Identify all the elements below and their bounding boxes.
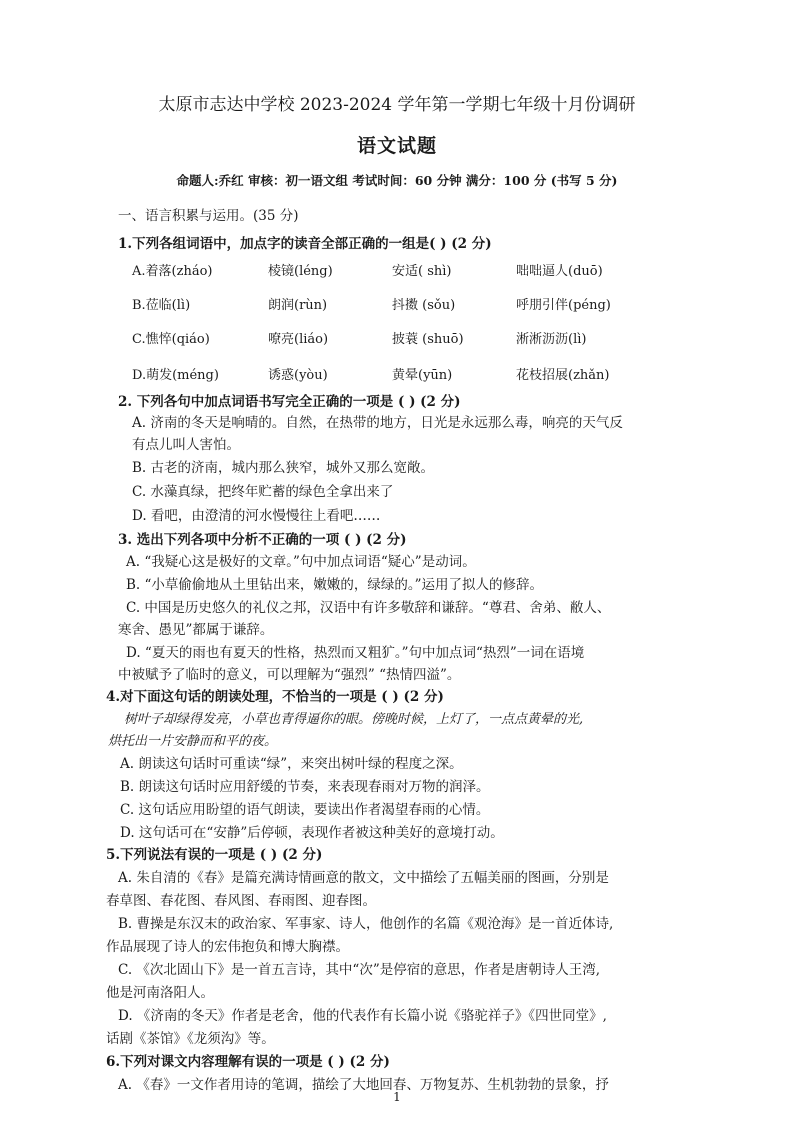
q2-option-c: C. 水藻真绿，把终年贮蓄的绿色全拿出来了 (132, 484, 394, 500)
q1-option: 咄咄逼人(duō) (516, 264, 603, 279)
q2-option-a-cont: 有点儿叫人害怕。 (132, 437, 240, 453)
q4-option-d: D. 这句话可在“安静”后停顿，表现作者被这种美好的意境打动。 (120, 825, 504, 841)
question-5-stem: 5.下列说法有误的一项是 ( ) (2 分) (106, 847, 323, 863)
page-number: 1 (393, 1090, 401, 1104)
section-heading: 一、语言积累与运用。(35 分) (118, 208, 299, 224)
q1-option: 呼朋引伴(péng) (516, 298, 611, 313)
q1-option: 花枝招展(zhǎn) (516, 368, 610, 383)
q5-option-a-cont: 春草图、春花图、春风图、春雨图、迎春图。 (106, 893, 376, 909)
q3-option-c-cont: 寒舍、愚见”都属于谦辞。 (118, 622, 274, 638)
q3-option-d-cont: 中被赋予了临时的意义，可以理解为“强烈” “热情四溢”。 (118, 667, 461, 683)
question-2-stem: 2. 下列各句中加点词语书写完全正确的一项是 ( ) (2 分) (118, 394, 461, 410)
q1-option: 披蓑 (shuō) (392, 332, 464, 347)
q1-option: 安适( shì) (392, 264, 452, 279)
question-6-stem: 6.下列对课文内容理解有误的一项是 ( ) (2 分) (106, 1054, 390, 1070)
q6-option-a: A. 《春》一文作者用诗的笔调，描绘了大地回春、万物复苏、生机勃勃的景象，抒 (118, 1077, 609, 1093)
q5-option-a: A. 朱自清的《春》是篇充满诗情画意的散文，文中描绘了五幅美丽的图画，分别是 (118, 870, 609, 886)
q1-option: A.着落(zháo) (132, 264, 213, 279)
q1-option: 淅淅沥沥(lì) (516, 332, 587, 347)
q5-option-d-cont: 话剧《茶馆》《龙须沟》等。 (106, 1031, 275, 1047)
q4-quote-cont: 烘托出一片安静而和平的夜。 (108, 734, 278, 749)
q1-option: B.莅临(lì) (132, 298, 191, 313)
q2-option-b: B. 古老的济南，城内那么狭窄，城外又那么宽敞。 (132, 460, 435, 476)
q5-option-d: D. 《济南的冬天》作者是老舍，他的代表作有长篇小说《骆驼祥子》《四世同堂》, (118, 1008, 607, 1024)
q1-option: 朗润(rùn) (268, 298, 328, 313)
q1-option: 诱惑(yòu) (268, 368, 328, 383)
q5-option-c: C. 《次北固山下》是一首五言诗，其中“次”是停宿的意思，作者是唐朝诗人王湾, (118, 962, 601, 978)
question-3-stem: 3. 选出下列各项中分析不正确的一项 ( ) (2 分) (118, 532, 407, 548)
q3-option-b: B. “小草偷偷地从土里钻出来，嫩嫩的，绿绿的。”运用了拟人的修辞。 (126, 577, 544, 593)
q1-option: 抖擞 (sǒu) (392, 298, 456, 313)
q1-option: 嘹亮(liáo) (268, 332, 329, 347)
q4-option-c: C. 这句话应用盼望的语气朗读，要读出作者渴望春雨的心情。 (120, 802, 490, 818)
question-4-stem: 4.对下面这句话的朗读处理，不恰当的一项是 ( ) (2 分) (106, 689, 444, 705)
q2-option-a: A. 济南的冬天是响晴的。自然，在热带的地方，日光是永远那么毒，响亮的天气反 (132, 415, 623, 431)
exam-subtitle: 语文试题 (356, 135, 437, 157)
q3-option-a: A. “我疑心这是极好的文章。”句中加点词语“疑心”是动词。 (126, 554, 476, 570)
q3-option-d: D. “夏天的雨也有夏天的性格，热烈而又粗犷。”句中加点词“热烈”一词在语境 (126, 645, 585, 661)
q3-option-c: C. 中国是历史悠久的礼仪之邦，汉语中有许多敬辞和谦辞。“尊君、舍弟、敝人、 (126, 600, 611, 616)
q5-option-b: B. 曹操是东汉末的政治家、军事家、诗人，他创作的名篇《观沧海》是一首近体诗, (118, 916, 614, 932)
q5-option-b-cont: 作品展现了诗人的宏伟抱负和博大胸襟。 (106, 939, 349, 955)
q4-quote: 树叶子却绿得发亮，小草也青得逼你的眼。傍晚时候，上灯了，一点点黄晕的光, (124, 712, 584, 727)
q5-option-c-cont: 他是河南洛阳人。 (106, 985, 214, 1001)
question-1-stem: 1.下列各组词语中，加点字的读音全部正确的一组是( ) (2 分) (118, 236, 492, 252)
q1-option: D.萌发(méng) (132, 368, 219, 383)
exam-title: 太原市志达中学校 2023-2024 学年第一学期七年级十月份调研 (158, 95, 636, 115)
q4-option-b: B. 朗读这句话时应用舒缓的节奏，来表现春雨对万物的润泽。 (120, 779, 490, 795)
exam-info: 命题人:乔红 审核：初一语文组 考试时间：60 分钟 满分：100 分 (书写 5 分) (176, 173, 618, 188)
q2-option-d: D. 看吧，由澄清的河水慢慢往上看吧…… (132, 508, 381, 524)
q1-option: C.憔悴(qiáo) (132, 332, 210, 347)
q4-option-a: A. 朗读这句话时可重读“绿”，来突出树叶绿的程度之深。 (120, 756, 463, 772)
q1-option: 黄晕(yūn) (392, 368, 453, 383)
q1-option: 棱镜(léng) (268, 264, 333, 279)
